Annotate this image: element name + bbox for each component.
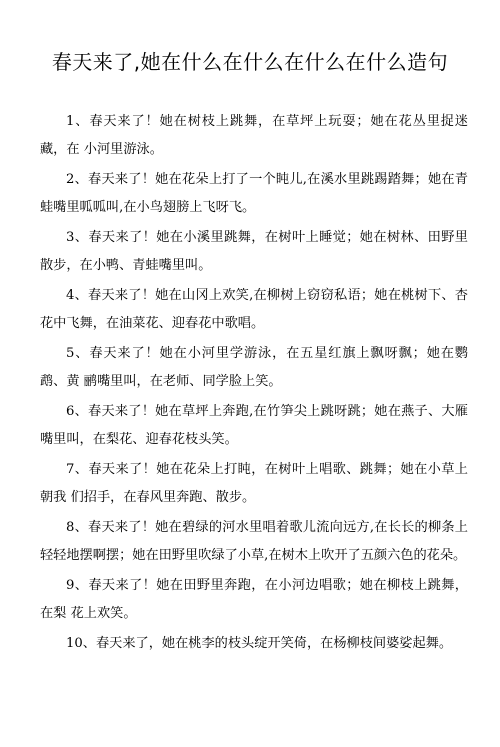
paragraph-4: 4、春天来了！她在山冈上欢笑,在柳树上窃窃私语；她在桃树下、杏花中飞舞，在油菜花、迎春花中歌唱。: [40, 288, 468, 331]
paragraph-10: 10、春天来了，她在桃李的枝头绽开笑倚，在杨柳枝间婆娑起舞。: [66, 636, 453, 651]
paragraph-6: 6、春天来了！她在草坪上奔跑,在竹笋尖上跳呀跳；她在燕子、大雁嘴里叫，在梨花、迎春花枝头笑。: [40, 404, 468, 447]
paragraph-1: 1、春天来了！她在树枝上跳舞，在草坪上玩耍；她在花丛里捉迷藏，在 小河里游泳。: [40, 114, 468, 157]
paragraph-3: 3、春天来了！她在小溪里跳舞，在树叶上睡觉；她在树林、田野里散步，在小鸭、青蛙嘴里叫。: [40, 230, 468, 273]
document-body: [40, 108, 468, 661]
paragraph-9: 9、春天来了！她在田野里奔跑，在小河边唱歌；她在柳枝上跳舞，在梨 花上欢笑。: [40, 578, 468, 621]
paragraph-7: 7、春天来了！她在花朵上打盹，在树叶上唱歌、跳舞；她在小草上朝我 们招手，在春风里奔跑、散步。: [40, 462, 468, 505]
paragraph-2: 2、春天来了！她在花朵上打了一个盹儿,在溪水里跳踢踏舞；她在青蛙嘴里呱呱叫,在小鸟翅膀上飞呀飞。: [40, 172, 468, 215]
page-title: 春天来了,她在什么在什么在什么在什么造句: [51, 50, 449, 74]
paragraph-8: 8、春天来了！她在碧绿的河水里唱着歌儿流向远方,在长长的柳条上轻轻地摆啊摆；她在田野里吹绿了小草,在树木上吹开了五颜六色的花朵。: [40, 520, 468, 563]
paragraph-5: 5、春天来了！她在小河里学游泳，在五星红旗上飘呀飘；她在鹦鹉、黄 鹂嘴里叫，在老师、同学脸上笑。: [40, 346, 468, 389]
